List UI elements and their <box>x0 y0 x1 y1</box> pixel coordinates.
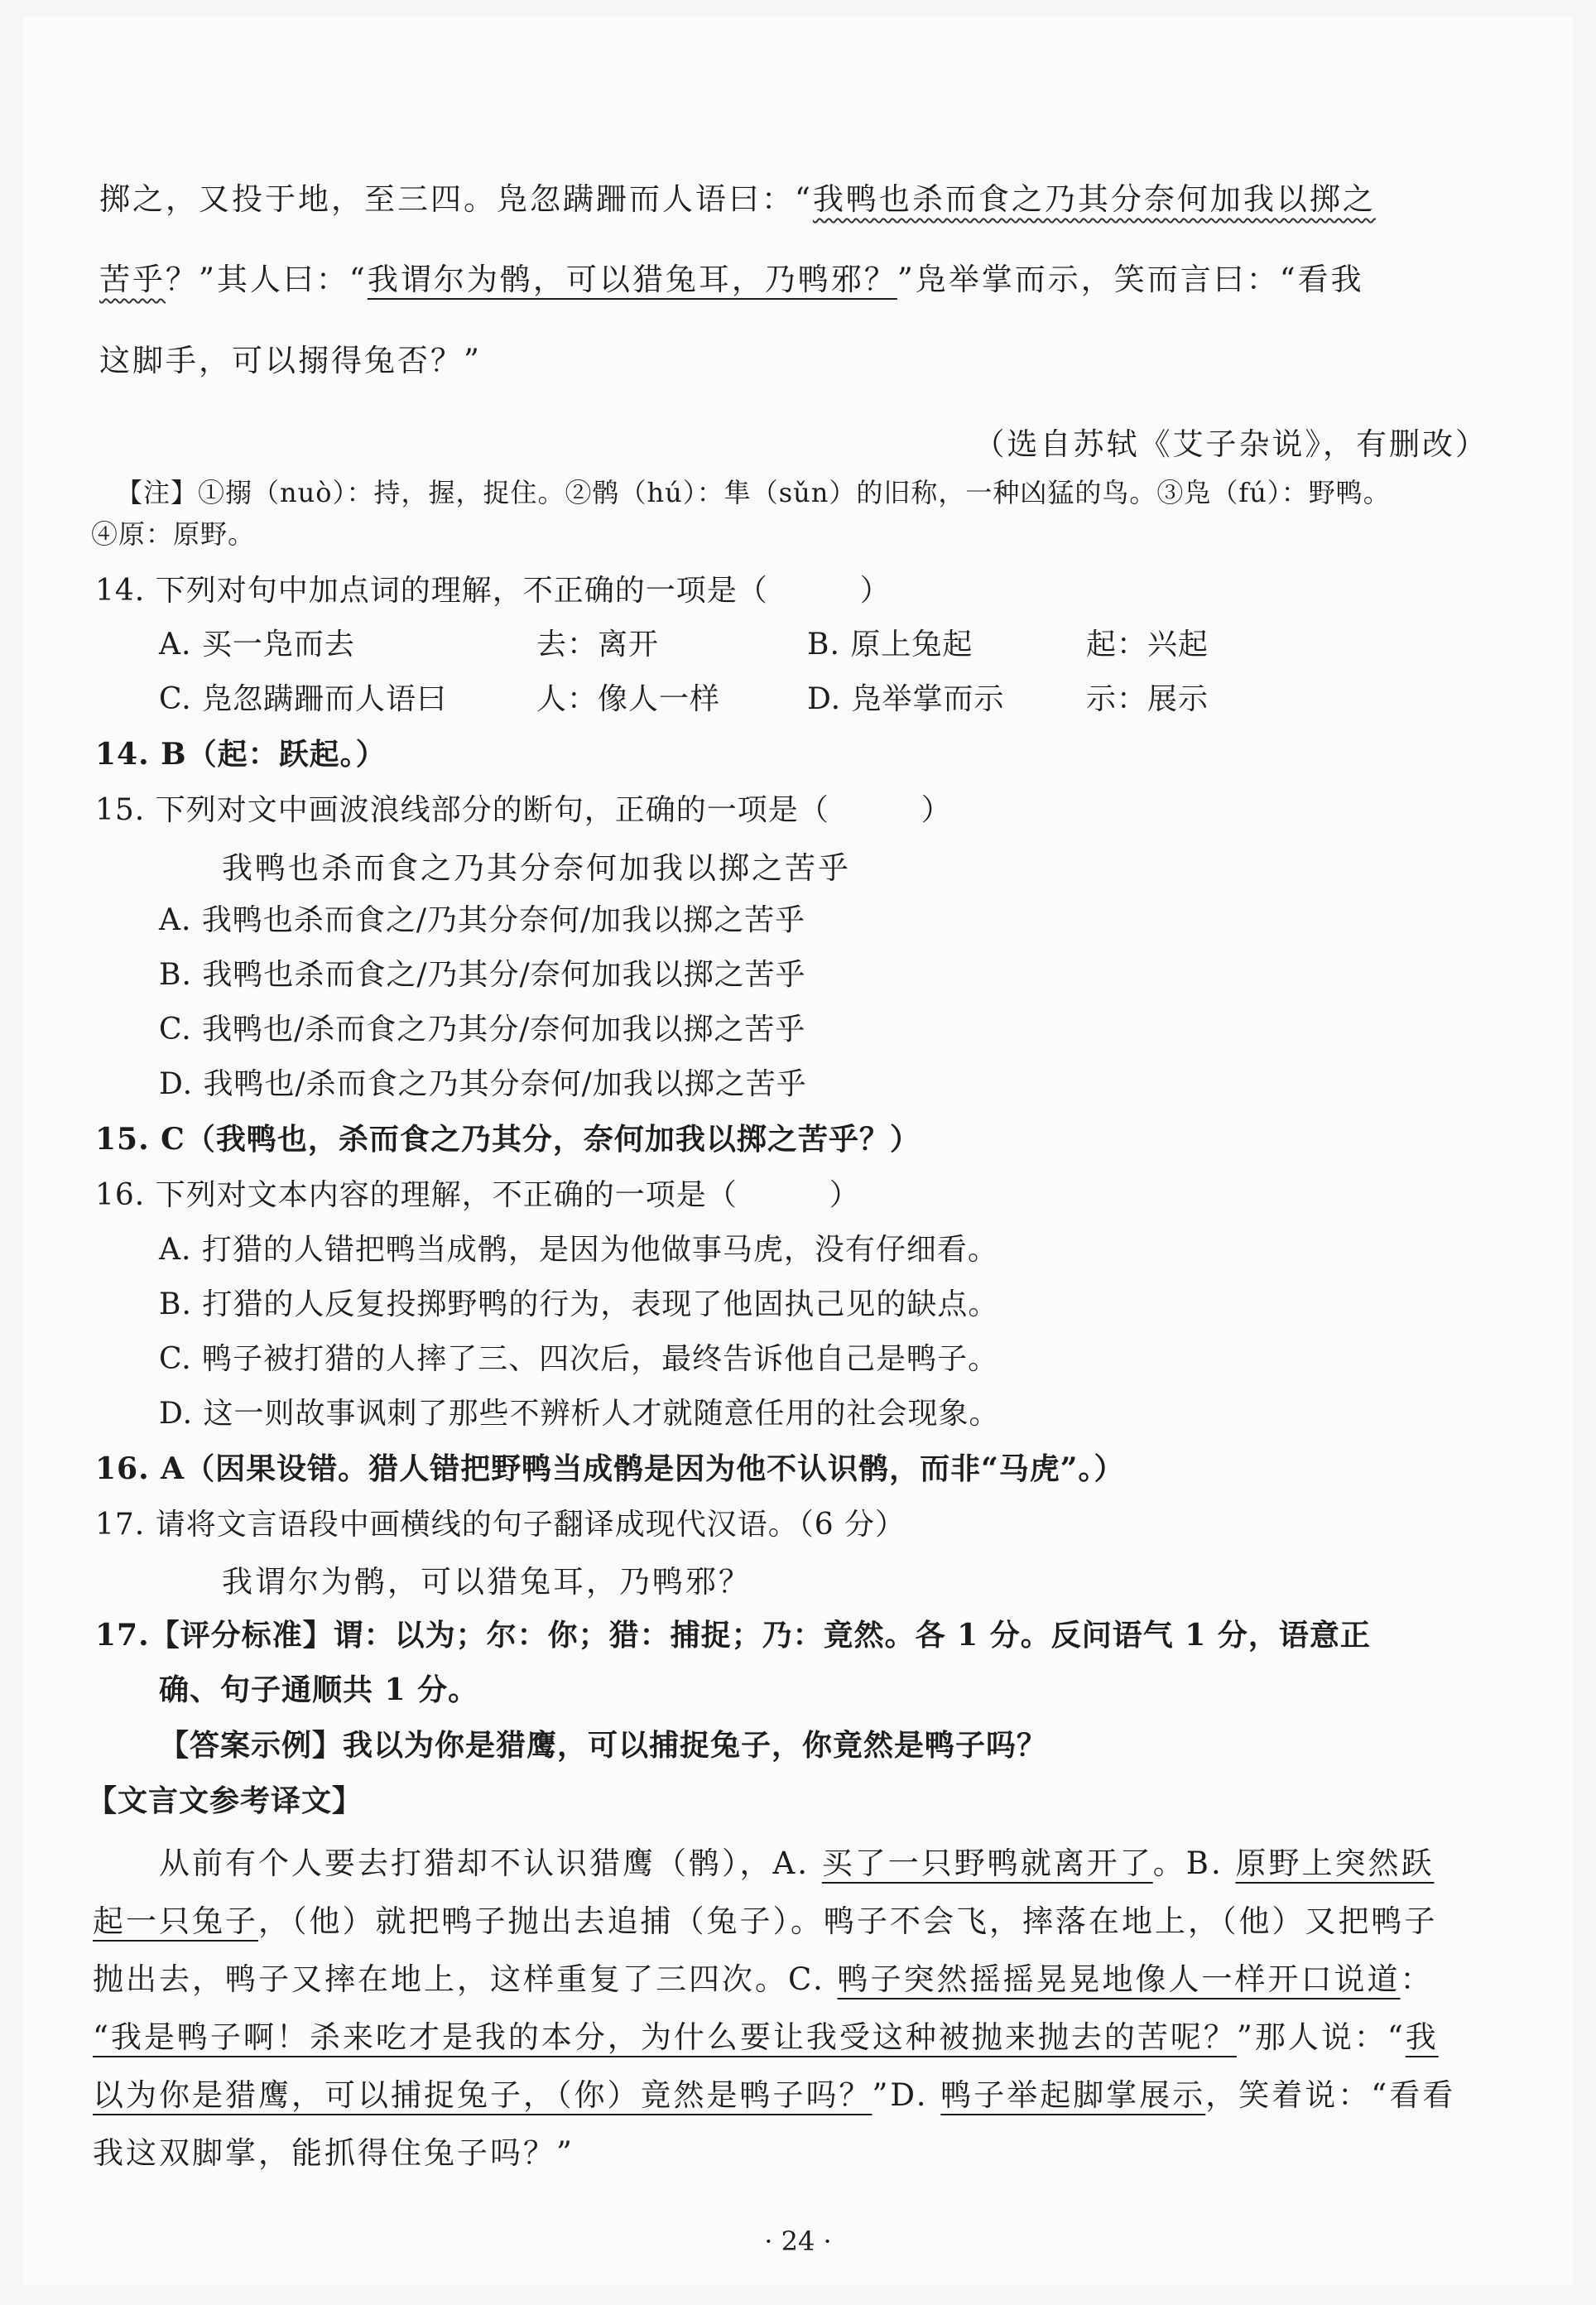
q15-sentence: 我鸭也杀而食之乃其分奈何加我以掷之苦乎 <box>222 850 851 886</box>
q14-option-d: D. 凫举掌而示 <box>807 682 1005 716</box>
passage-source: （选自苏轼《艾子杂说》，有删改） <box>973 426 1488 462</box>
q14-option-a: A. 买一凫而去 <box>159 628 355 662</box>
translation-text: 抛出去，鸭子又摔在地上，这样重复了三四次。C. <box>93 1961 838 1997</box>
translation-underline-c-end: “我是鸭子啊！杀来吃才是我的本分，为什么要让我受这种被抛来抛去的苦呢？ <box>93 2019 1237 2055</box>
q14-option-a-gloss: 去：离开 <box>536 628 660 662</box>
translation-underline-b-end: 起一只兔子 <box>93 1903 258 1939</box>
q17-scoring-1: 17.【评分标准】谓：以为；尔：你；猎：捕捉；乃：竟然。各 1 分。反问语气 1 分，语意正 <box>95 1618 1371 1653</box>
passage-line-1 <box>99 174 1376 219</box>
translation-text: ，笑着说：“看看 <box>1205 2077 1456 2113</box>
q15-option-b: B. 我鸭也杀而食之/乃其分/奈何加我以掷之苦乎 <box>159 958 806 992</box>
translation-underline-b: 原野上突然跃 <box>1235 1845 1435 1881</box>
q17-example: 【答案示例】我以为你是猎鹰，可以捕捉兔子，你竟然是鸭子吗？ <box>159 1728 1048 1763</box>
q14-option-b-gloss: 起：兴起 <box>1086 628 1209 662</box>
note-line-1: 【注】①搦（nuò）：持，握，捉住。②鹘（hú）：隼（sǔn）的旧称，一种凶猛的鸟。③凫（fú）：野鸭。 <box>116 477 1391 508</box>
q15-option-d: D. 我鸭也/杀而食之乃其分奈何/加我以掷之苦乎 <box>159 1067 807 1101</box>
translation-text: ： <box>1400 1961 1434 1997</box>
translation-underline-a: 买了一只野鸭就离开了 <box>821 1845 1153 1881</box>
translation-line-6: 我这双脚掌，能抓得住兔子吗？” <box>93 2135 574 2171</box>
translation-text: ”那人说：“ <box>1236 2019 1406 2055</box>
translation-underline-c: 鸭子突然摇摇晃晃地像人一样开口说道 <box>837 1961 1401 1997</box>
note-line-2: ④原：原野。 <box>91 518 256 550</box>
q14-option-c: C. 凫忽蹒跚而人语曰 <box>159 682 448 716</box>
wavy-quote-end: 苦乎 <box>99 262 166 297</box>
q17-stem: 17. 请将文言语段中画横线的句子翻译成现代汉语。（6 分） <box>95 1508 906 1542</box>
q14-option-c-gloss: 人：像人一样 <box>536 682 721 716</box>
passage-text: ”凫举掌而示，笑而言曰：“看我 <box>897 262 1364 297</box>
passage-line-2 <box>99 254 1364 299</box>
q15-option-a: A. 我鸭也杀而食之/乃其分奈何/加我以掷之苦乎 <box>159 903 806 937</box>
translation-underline-d: 以为你是猎鹰，可以捕捉兔子，（你）竟然是鸭子吗？ <box>93 2077 873 2113</box>
translation-line-5 <box>93 2070 1455 2115</box>
wavy-quote: 我鸭也杀而食之乃其分奈何加我以掷之 <box>812 181 1376 217</box>
translation-underline-e: 鸭子举起脚掌展示 <box>940 2077 1206 2113</box>
q14-answer: 14. B（起：跃起。） <box>95 737 387 772</box>
translation-heading: 【文言文参考译文】 <box>87 1783 363 1818</box>
underlined-sentence: 我谓尔为鹘，可以猎兔耳，乃鸭邪？ <box>367 262 897 297</box>
q16-option-d: D. 这一则故事讽刺了那些不辨析人才就随意任用的社会现象。 <box>159 1397 1000 1431</box>
page-number: · 24 · <box>764 2226 832 2257</box>
q16-option-a: A. 打猎的人错把鸭当成鹘，是因为他做事马虎，没有仔细看。 <box>159 1233 998 1267</box>
q17-scoring-2: 确、句子通顺共 1 分。 <box>159 1672 479 1707</box>
q14-option-b: B. 原上兔起 <box>807 628 973 662</box>
q15-stem: 15. 下列对文中画波浪线部分的断句，正确的一项是（ ） <box>95 793 952 827</box>
translation-text: ”D. <box>872 2077 941 2113</box>
translation-text: 从前有个人要去打猎却不认识猎鹰（鹘），A. <box>159 1845 822 1881</box>
translation-line-3 <box>93 1954 1434 1999</box>
translation-text: ，（他）就把鸭子抛出去追捕（兔子）。鸭子不会飞，摔落在地上，（他）又把鸭子 <box>258 1903 1438 1939</box>
q15-option-c: C. 我鸭也/杀而食之乃其分/奈何加我以掷之苦乎 <box>159 1013 806 1047</box>
q15-answer: 15. C（我鸭也，杀而食之乃其分，奈何加我以掷之苦乎？） <box>95 1122 921 1157</box>
q16-stem: 16. 下列对文本内容的理解，不正确的一项是（ ） <box>95 1178 860 1212</box>
translation-line-1 <box>159 1838 1434 1883</box>
passage-line-3: 这脚手，可以搦得兔否？” <box>99 343 482 378</box>
q16-option-c: C. 鸭子被打猎的人摔了三、四次后，最终告诉他自己是鸭子。 <box>159 1342 999 1376</box>
passage-text: ？”其人曰：“ <box>166 262 368 297</box>
translation-underline-d-start: 我 <box>1405 2019 1439 2055</box>
q14-option-d-gloss: 示：展示 <box>1086 682 1209 716</box>
q16-option-b: B. 打猎的人反复投掷野鸭的行为，表现了他固执己见的缺点。 <box>159 1287 999 1321</box>
translation-text: 。B. <box>1152 1845 1236 1881</box>
translation-line-4 <box>93 2012 1439 2057</box>
q16-answer: 16. A（因果设错。猎人错把野鸭当成鹘是因为他不认识鹘，而非“马虎”。） <box>95 1451 1125 1486</box>
passage-text: 掷之，又投于地，至三四。凫忽蹒跚而人语曰：“ <box>99 181 813 217</box>
q17-sentence: 我谓尔为鹘，可以猎兔耳，乃鸭邪？ <box>222 1564 752 1600</box>
translation-line-2 <box>93 1896 1438 1941</box>
q14-stem: 14. 下列对句中加点词的理解，不正确的一项是（ ） <box>95 574 891 608</box>
